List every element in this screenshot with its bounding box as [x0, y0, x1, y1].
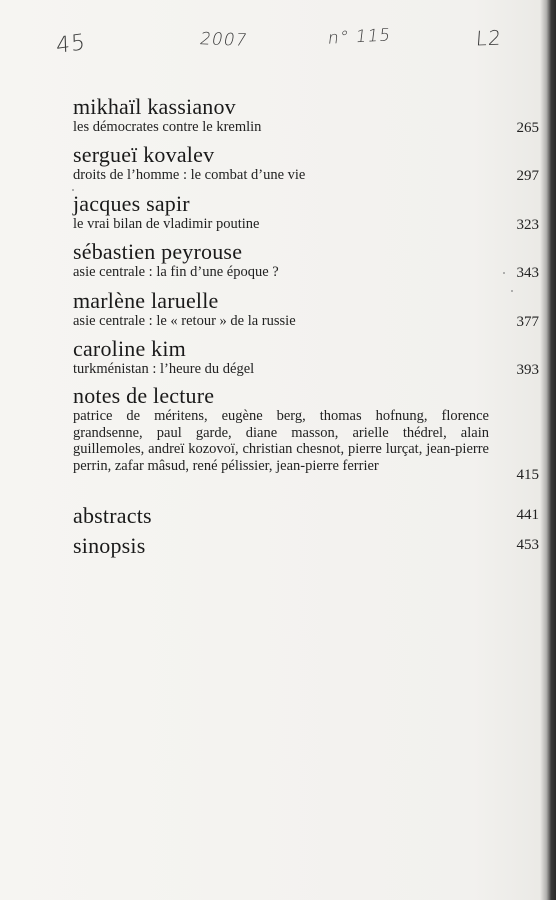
scan-speck	[511, 290, 513, 292]
toc-title: les démocrates contre le kremlin	[73, 119, 262, 135]
toc-page-number: 323	[516, 217, 539, 233]
toc-page-number: 377	[516, 314, 539, 330]
toc-author: sergueï kovalev	[73, 142, 215, 167]
toc-entry	[73, 96, 539, 144]
toc-title: droits de l’homme : le combat d’une vie	[73, 167, 306, 183]
scan-page-edge	[540, 0, 556, 900]
handwritten-note-year: 2007	[197, 29, 250, 51]
toc-author: jacques sapir	[73, 191, 190, 216]
toc-page-number: 343	[516, 265, 539, 281]
toc-title: turkménistan : l’heure du dégel	[73, 361, 255, 377]
toc-entry	[73, 193, 539, 241]
toc-entry-reading-notes	[73, 385, 539, 505]
toc-reviewers-list: patrice de méritens, eugène berg, thomas hofnung, florence grandsenne, paul garde, diane masson, arielle thédrel, alain guillemoles, andreï kozovoï, christian chesnot, pierre lurçat, jean-pierre perrin, zafar mâsud, rené pélissier, jean-pierre ferrier	[73, 408, 489, 474]
toc-page-number: 415	[516, 467, 539, 483]
toc-page-number: 441	[516, 507, 539, 523]
toc-entry-sinopsis	[73, 535, 539, 565]
toc-author: mikhaïl kassianov	[73, 94, 236, 119]
scan-speck	[503, 272, 505, 274]
toc-section-heading: sinopsis	[73, 533, 146, 558]
toc-entry	[73, 338, 539, 385]
toc-page-number: 453	[516, 537, 539, 553]
handwritten-note-code: L2	[475, 25, 503, 51]
toc-author: caroline kim	[73, 336, 186, 361]
toc-section-heading: notes de lecture	[73, 383, 215, 408]
toc-entry	[73, 290, 539, 338]
toc-entry	[73, 144, 539, 193]
toc-title: asie centrale : la fin d’une époque ?	[73, 264, 279, 280]
toc-title: le vrai bilan de vladimir poutine	[73, 216, 260, 232]
toc-page-number: 393	[516, 362, 539, 378]
toc-author: sébastien peyrouse	[73, 239, 243, 264]
toc-entry	[73, 241, 539, 290]
toc-title: asie centrale : le « retour » de la russie	[73, 313, 296, 329]
toc-section-heading: abstracts	[73, 503, 152, 528]
handwritten-note-issue-volume: 45	[55, 29, 87, 60]
toc-author: marlène laruelle	[73, 288, 219, 313]
scan-speck	[72, 189, 74, 191]
table-of-contents	[73, 96, 539, 565]
toc-page-number: 297	[516, 168, 539, 184]
toc-page-number: 265	[516, 120, 539, 136]
toc-entry-abstracts	[73, 505, 539, 535]
handwritten-note-issue-number: n° 115	[326, 25, 393, 49]
